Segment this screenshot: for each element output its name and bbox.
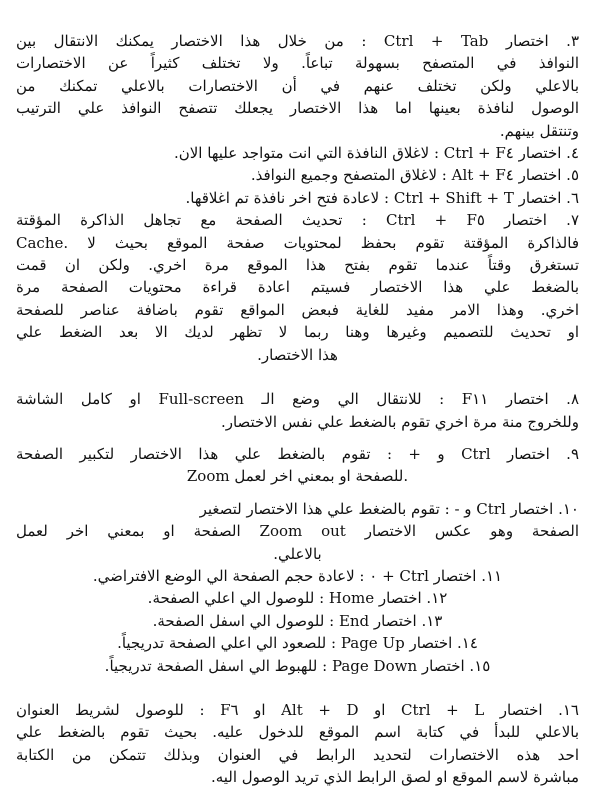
shortcut-item-3 xyxy=(16,30,579,142)
text-line: ٨. اختصار F١١ : للانتقال الي وضع الـ Full-screen او كامل الشاشة xyxy=(16,390,579,409)
paragraph-gap xyxy=(16,433,579,443)
text-line: بالاعلي ولكن تختلف عنهم في أن الاختصارات بالاعلي تمكنك من xyxy=(16,76,579,95)
shortcut-item-4 xyxy=(16,142,579,164)
text-line: بالاعلي. xyxy=(273,544,322,563)
text-line: ٣. اختصار Ctrl + Tab : من خلال هذا الاختصار يمكنك الانتقال بين xyxy=(16,32,579,50)
text-line: ١٥. اختصار Page Down : للهبوط الي اسفل الصفحة تدريجياً. xyxy=(104,656,491,675)
shortcut-item-16 xyxy=(16,699,579,789)
text-line: ١٢. اختصار Home : للوصول الي اعلي الصفحة. xyxy=(147,589,448,608)
text-line: بالاعلي للبدأ في كتابة اسم الموقع للدخول عليه. بحيث تقوم بالضغط علي xyxy=(16,723,579,742)
paragraph-gap xyxy=(16,677,579,699)
shortcut-item-5 xyxy=(16,164,579,186)
text-line: ١٠. اختصار Ctrl و - : تقوم بالضغط علي هذا الاختصار لتصغير xyxy=(199,499,579,518)
shortcut-item-15 xyxy=(16,655,579,677)
text-line: هذا الاختصار. xyxy=(257,345,338,364)
text-line: ٦. اختصار Ctrl + Shift + T : لاعادة فتح اخر نافذة تم اغلاقها. xyxy=(185,188,579,207)
shortcut-item-14 xyxy=(16,632,579,654)
text-line: وللخروج منة مرة اخري تقوم بالضغط علي نفس الاختصار. xyxy=(220,412,579,431)
text-line: ٥. اختصار Alt + F٤ : لاغلاق المتصفح وجميع النوافذ. xyxy=(250,166,579,185)
shortcut-item-9 xyxy=(16,443,579,488)
text-line: بالضغط علي هذا الاختصار فسيتم اعادة قراءة محتويات الصفحة مرة xyxy=(16,278,579,297)
text-line: او تحديث للتصميم وغيرها وهنا ربما لا تظهر لديك الا بعد الضغط علي xyxy=(16,323,579,342)
shortcut-item-8 xyxy=(16,388,579,433)
text-line: ١٣. اختصار End : للوصول الي اسفل الصفحة. xyxy=(152,611,443,630)
text-line: النوافذ في المتصفح بسهولة تباعاً. ولا تختلف كثيراً عن الاختصارات xyxy=(16,54,579,73)
shortcut-item-10 xyxy=(16,498,579,565)
paragraph-gap xyxy=(16,366,579,388)
shortcut-item-6 xyxy=(16,187,579,209)
shortcut-item-11 xyxy=(16,565,579,587)
text-line: ١١. اختصار Ctrl + ٠ : لاعادة حجم الصفحة الي الوضع الافتراضي. xyxy=(92,566,503,585)
text-line: تستغرق وقتاً عندما تقوم بفتح هذا الموقع مرة اخري. ولكن ان قمت xyxy=(16,256,579,275)
text-line: الوصول لنافذة بعينها اما هذا الاختصار يجعلك تتصفح النوافذ علي الترتيب xyxy=(16,99,579,118)
text-line: اخري. وهذا الامر مفيد للغاية فبعض المواقع تقوم باضافة عناصر للصفحة xyxy=(16,300,579,319)
text-line: الصفحة وهو عكس الاختصار Zoom out الصفحة او بمعني اخر لعمل xyxy=(16,522,579,541)
text-line: ١٦. اختصار Ctrl + L او Alt + D او F٦ : للوصول لشريط العنوان xyxy=(16,700,579,719)
text-line: ٩. اختصار Ctrl و + : تقوم بالضغط علي هذا الاختصار لتكبير الصفحة xyxy=(16,444,579,463)
text-line: ٧. اختصار Ctrl + F٥ : تحديث الصفحة مع تجاهل الذاكرة المؤقتة xyxy=(16,211,579,230)
shortcut-item-7 xyxy=(16,209,579,366)
text-line: احد هذه الاختصارات لتحديد الرابط في العنوان وبذلك تتمكن من الكتابة xyxy=(16,745,579,764)
shortcut-item-12 xyxy=(16,587,579,609)
paragraph-gap xyxy=(16,488,579,498)
text-line: وتنتقل بينهم. xyxy=(499,121,579,140)
text-line: ٤. اختصار Ctrl + F٤ : لاغلاق النافذة التي انت متواجد عليها الان. xyxy=(173,144,579,163)
text-line: Cache. فالذاكرة المؤقتة تقوم بحفظ لمحتويات صفحة الموقع بحيث لا xyxy=(16,233,579,252)
text-line: Zoom للصفحة او بمعني اخر لعمل. xyxy=(186,467,409,486)
text-line: ١٤. اختصار Page Up : للصعود الي اعلي الصفحة تدريجياً. xyxy=(117,634,478,653)
text-line: مباشرة لاسم الموقع او لصق الرابط الذي تريد الوصول اليه. xyxy=(210,768,579,787)
shortcut-item-13 xyxy=(16,610,579,632)
